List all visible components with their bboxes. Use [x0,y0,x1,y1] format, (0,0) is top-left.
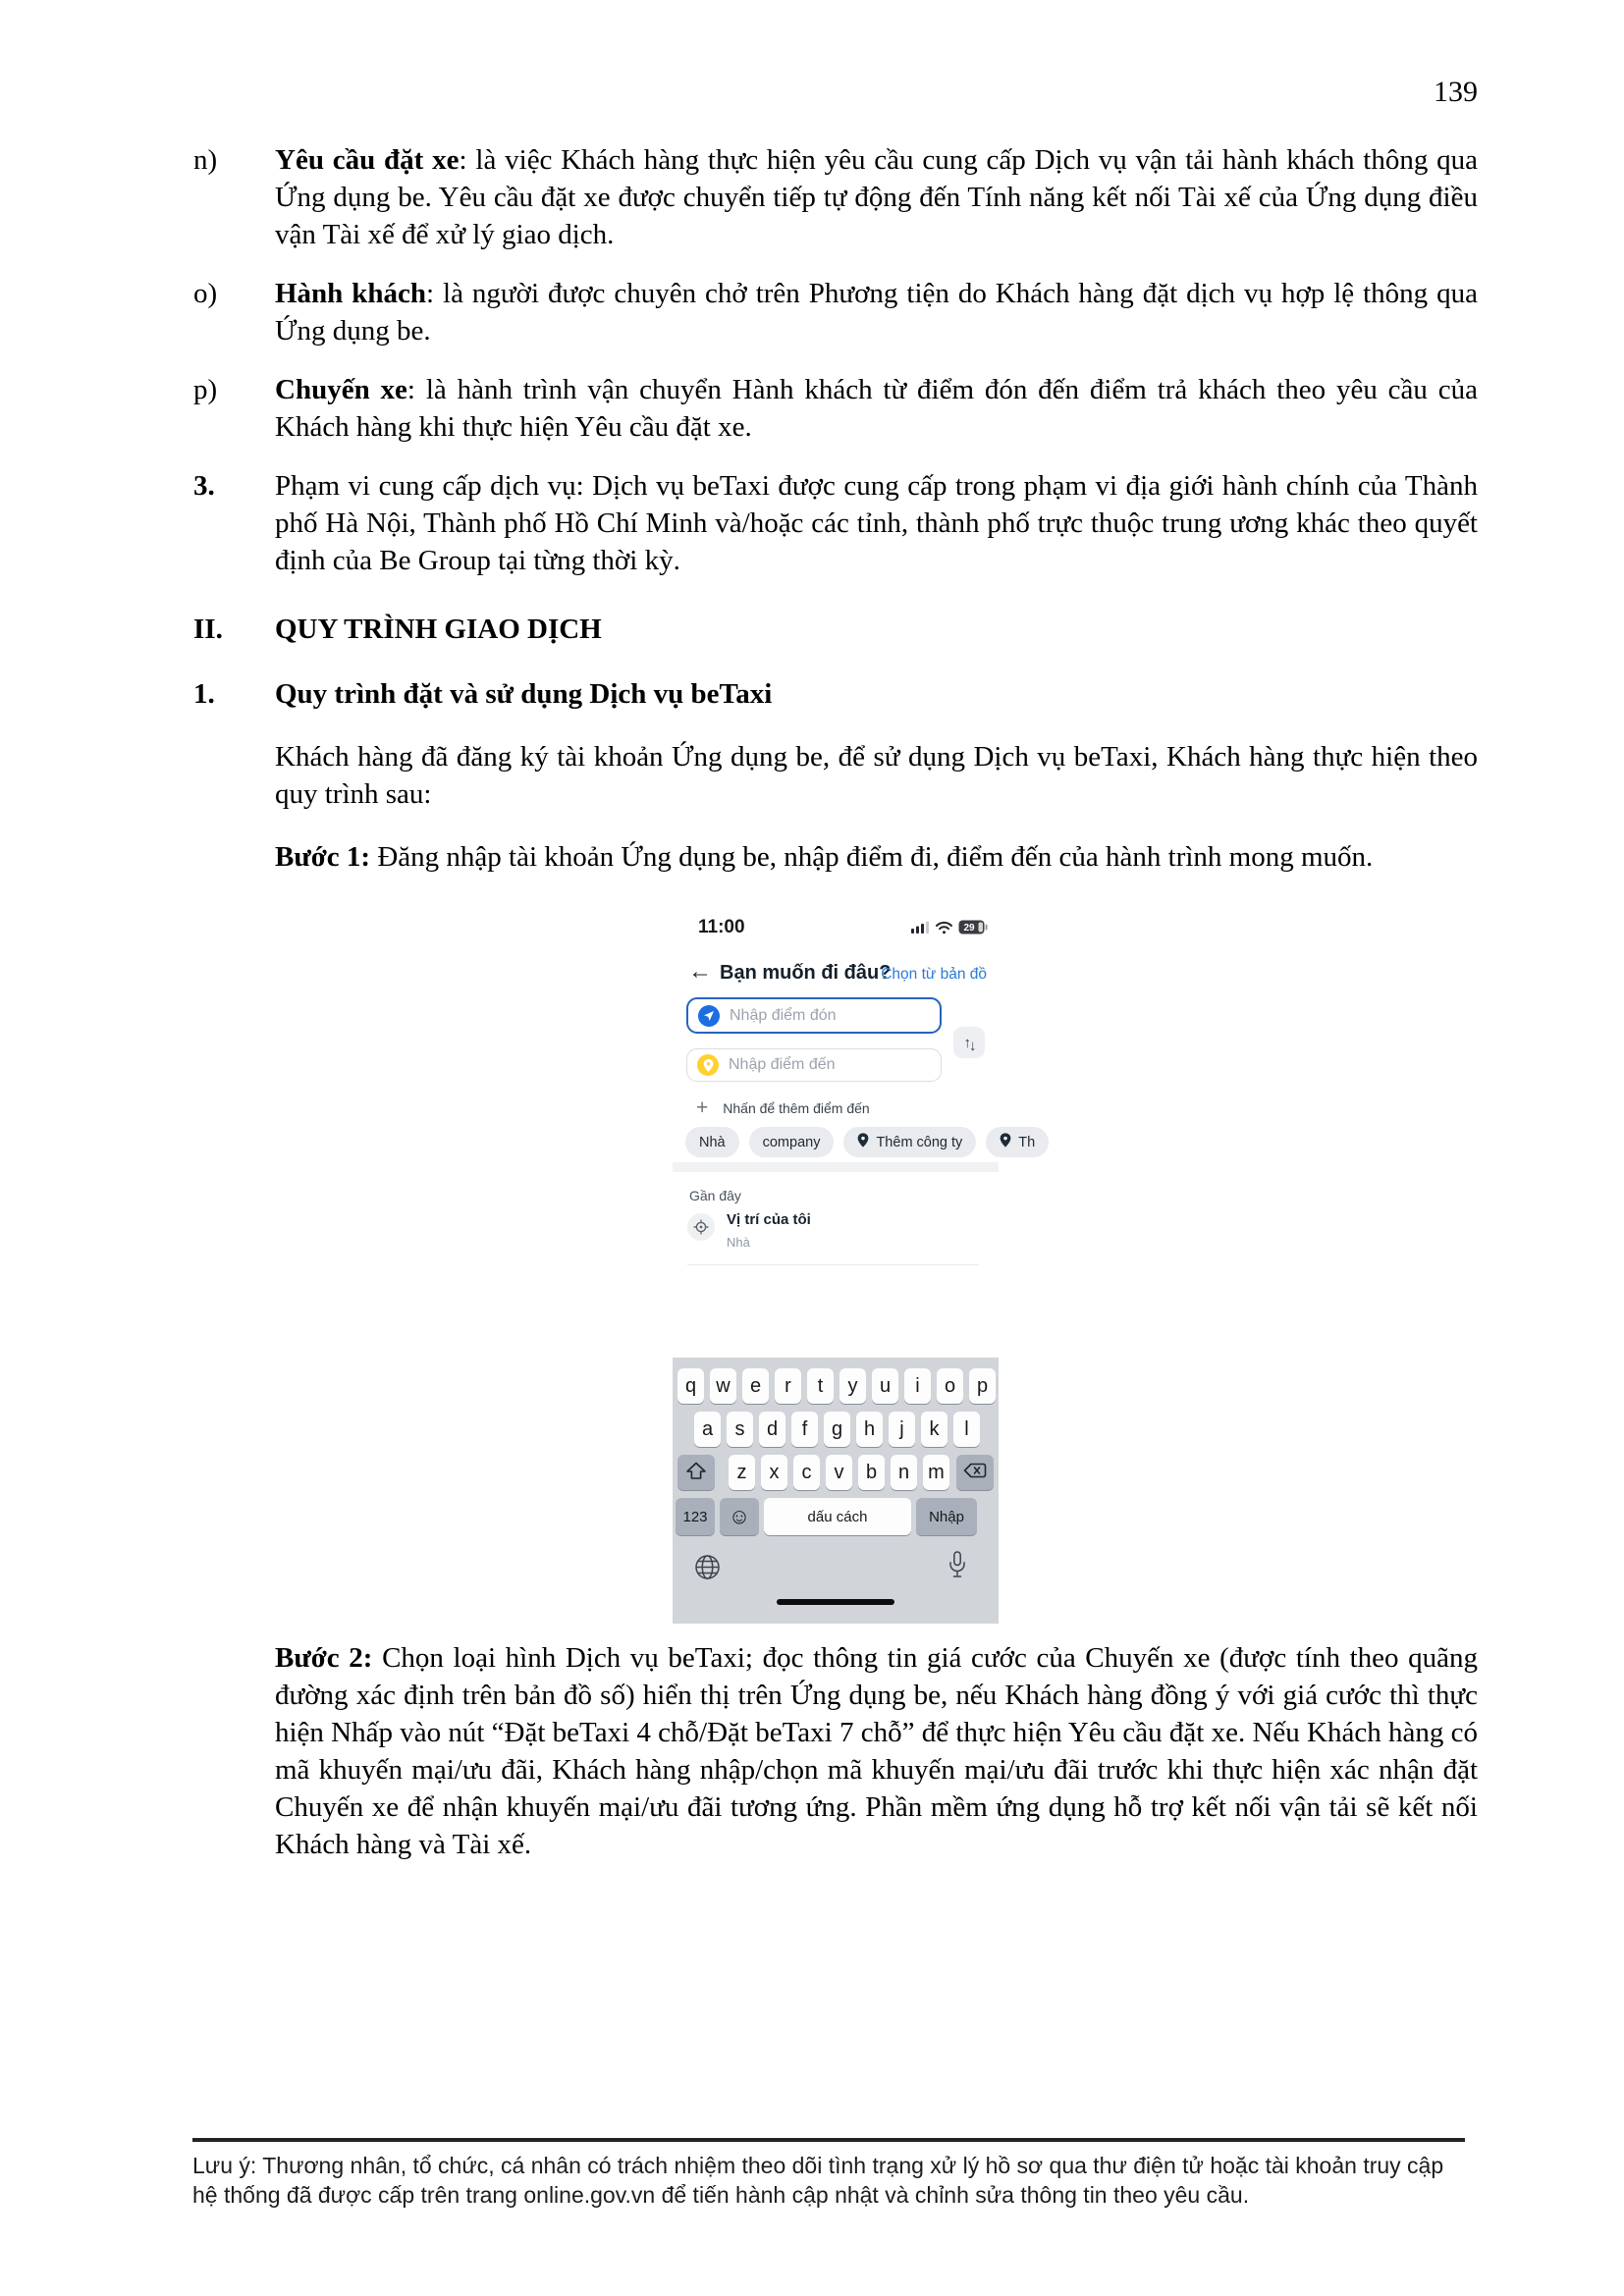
term-title: Yêu cầu đặt xe [275,144,460,176]
subsection-marker: 1. [193,678,215,710]
shift-icon [685,1462,707,1484]
section-marker: II. [193,614,223,645]
term-title: Hành khách [275,278,427,309]
section-divider [673,1162,999,1172]
dropoff-pin-icon [697,1054,719,1076]
pin-icon [1000,1133,1011,1151]
key-f[interactable]: f [791,1412,818,1447]
return-key[interactable]: Nhập [916,1498,977,1535]
key-w[interactable]: w [710,1368,736,1404]
chip-add-company[interactable]: Thêm công ty [843,1127,976,1157]
battery-icon [958,920,988,939]
list-marker: p) [193,374,218,405]
wifi-icon [935,921,953,939]
key-n[interactable]: n [891,1455,917,1490]
term-text: : là người được chuyên chở trên Phương tiện do Khách hàng đặt dịch vụ hợp lệ thông qua Ứng dụng be. [275,278,1478,347]
emoji-key[interactable]: ☺ [720,1498,759,1535]
key-c[interactable]: c [793,1455,820,1490]
add-stop-row[interactable] [696,1098,870,1118]
step2-paragraph [193,1639,1478,1863]
pin-icon [857,1133,869,1151]
pickup-input-field[interactable] [730,1007,930,1025]
list-marker: 3. [193,470,215,502]
key-h[interactable]: h [856,1412,883,1447]
list-item-n [193,141,1478,253]
dropoff-input-field[interactable] [729,1056,931,1074]
pickup-input[interactable] [686,997,942,1034]
key-j[interactable]: j [889,1412,915,1447]
key-g[interactable]: g [824,1412,850,1447]
key-y[interactable]: y [839,1368,866,1404]
key-v[interactable]: v [826,1455,852,1490]
key-x[interactable]: x [761,1455,787,1490]
key-d[interactable]: d [759,1412,785,1447]
arrow-up-icon: ↑ [963,1034,969,1051]
locate-icon [687,1213,715,1241]
key-k[interactable]: k [921,1412,947,1447]
key-b[interactable]: b [858,1455,885,1490]
subsection-heading [193,675,1478,713]
chip-company[interactable]: company [749,1127,835,1157]
key-e[interactable]: e [742,1368,769,1404]
home-indicator [777,1599,894,1605]
recent-item-subtitle: Nhà [727,1235,750,1250]
list-divider [687,1264,979,1265]
term-text: : là việc Khách hàng thực hiện yêu cầu cung cấp Dịch vụ vận tải hành khách thông qua Ứng dụng be. Yêu cầu đặt xe được chuyển tiếp tự động đến Tính năng kết nối Tài xế của Ứng dụng điều vận Tài xế để xử lý giao dịch. [275,144,1478,250]
phone-screenshot [673,905,1036,1624]
key-z[interactable]: z [729,1455,755,1490]
subsection-title: Quy trình đặt và sử dụng Dịch vụ beTaxi [275,678,773,710]
recent-item-title[interactable]: Vị trí của tôi [727,1211,811,1228]
recent-header: Gần đây [689,1188,741,1203]
list-marker: n) [193,144,218,176]
plus-icon: + [696,1096,709,1119]
globe-icon[interactable] [694,1554,721,1585]
key-p[interactable]: p [969,1368,996,1404]
choose-from-map-link[interactable]: Chọn từ bản đồ [881,966,987,983]
space-key[interactable]: dấu cách [764,1498,911,1535]
key-i[interactable]: i [904,1368,931,1404]
key-q[interactable]: q [677,1368,704,1404]
saved-places-chips [685,1127,1049,1157]
list-item-3 [193,467,1478,579]
key-s[interactable]: s [727,1412,753,1447]
page-footer-note: Lưu ý: Thương nhân, tổ chức, cá nhân có trách nhiệm theo dõi tình trạng xử lý hồ sơ qua thư điện tử hoặc tài khoản truy cập hệ thống đã được cấp trên trang online.gov.vn để tiến hành cập nhật và chỉnh sửa thông tin theo yêu cầu. [192,2138,1465,2210]
pickup-navigation-icon [698,1005,720,1027]
page-number: 139 [1434,76,1478,108]
list-item-p [193,371,1478,446]
step2-text: Chọn loại hình Dịch vụ beTaxi; đọc thông tin giá cước của Chuyến xe (được tính theo quãng đường xác định trên bản đồ số) hiển thị trên Ứng dụng be, nếu Khách hàng đồng ý với giá cước thì thực hiện Nhấp vào nút “Đặt beTaxi 4 chỗ/Đặt beTaxi 7 chỗ” để thực hiện Yêu cầu đặt xe. Nếu Khách hàng có mã khuyến mại/ưu đãi, Khách hàng nhập/chọn mã khuyến mại/ưu đãi trước khi thực hiện xác nhận đặt Chuyến xe để nhận khuyến mại/ưu đãi tương ứng. Phần mềm ứng dụng hỗ trợ kết nối vận tải sẽ kết nối Khách hàng và Tài xế. [275,1642,1478,1860]
term-text: Phạm vi cung cấp dịch vụ: Dịch vụ beTaxi được cung cấp trong phạm vi địa giới hành chính của Thành phố Hà Nội, Thành phố Hồ Chí Minh và/hoặc các tỉnh, thành phố trực thuộc trung ương khác theo quyết định của Be Group tại từng thời kỳ. [275,470,1478,576]
numbers-key[interactable]: 123 [676,1498,715,1535]
key-t[interactable]: t [807,1368,834,1404]
swap-points-button[interactable] [953,1027,985,1058]
section-title: QUY TRÌNH GIAO DỊCH [275,614,602,645]
keyboard-row-3 [729,1455,949,1490]
chip-home[interactable]: Nhà [685,1127,739,1157]
dropoff-input[interactable] [686,1048,942,1082]
key-a[interactable]: a [694,1412,721,1447]
key-u[interactable]: u [872,1368,898,1404]
term-text: : là hành trình vận chuyển Hành khách từ điểm đón đến điểm trả khách theo yêu cầu của Khách hàng khi thực hiện Yêu cầu đặt xe. [275,374,1478,443]
backspace-icon [963,1463,987,1482]
ios-keyboard [673,1358,999,1624]
key-o[interactable]: o [937,1368,963,1404]
backspace-key[interactable] [956,1455,994,1490]
list-item-o [193,275,1478,349]
add-stop-label: Nhấn để thêm điểm đến [723,1100,870,1116]
screen-title: Bạn muốn đi đâu? [720,962,892,984]
step1-text: Đăng nhập tài khoản Ứng dụng be, nhập điểm đi, điểm đến của hành trình mong muốn. [370,841,1374,873]
back-arrow-icon[interactable]: ← [688,958,712,985]
status-time: 11:00 [698,917,745,937]
signal-icon [911,921,930,938]
arrow-down-icon: ↓ [969,1037,975,1054]
key-r[interactable]: r [775,1368,801,1404]
microphone-icon[interactable] [948,1551,966,1583]
key-m[interactable]: m [923,1455,949,1490]
chip-cutoff[interactable]: Th [986,1127,1049,1157]
term-title: Chuyến xe [275,374,407,405]
section-heading [193,611,1478,648]
battery-percent: 29 [963,923,975,934]
keyboard-row-2 [694,1412,980,1447]
shift-key[interactable] [677,1455,715,1490]
step1-label: Bước 1: [275,841,371,873]
keyboard-row-1 [677,1368,996,1404]
step2-label: Bước 2: [275,1642,373,1674]
key-l[interactable]: l [953,1412,980,1447]
list-marker: o) [193,278,218,309]
status-icons [911,920,988,939]
intro-paragraph: Khách hàng đã đăng ký tài khoản Ứng dụng be, để sử dụng Dịch vụ beTaxi, Khách hàng thực hiện theo quy trình sau: [275,741,1478,810]
step1-paragraph [193,838,1478,876]
